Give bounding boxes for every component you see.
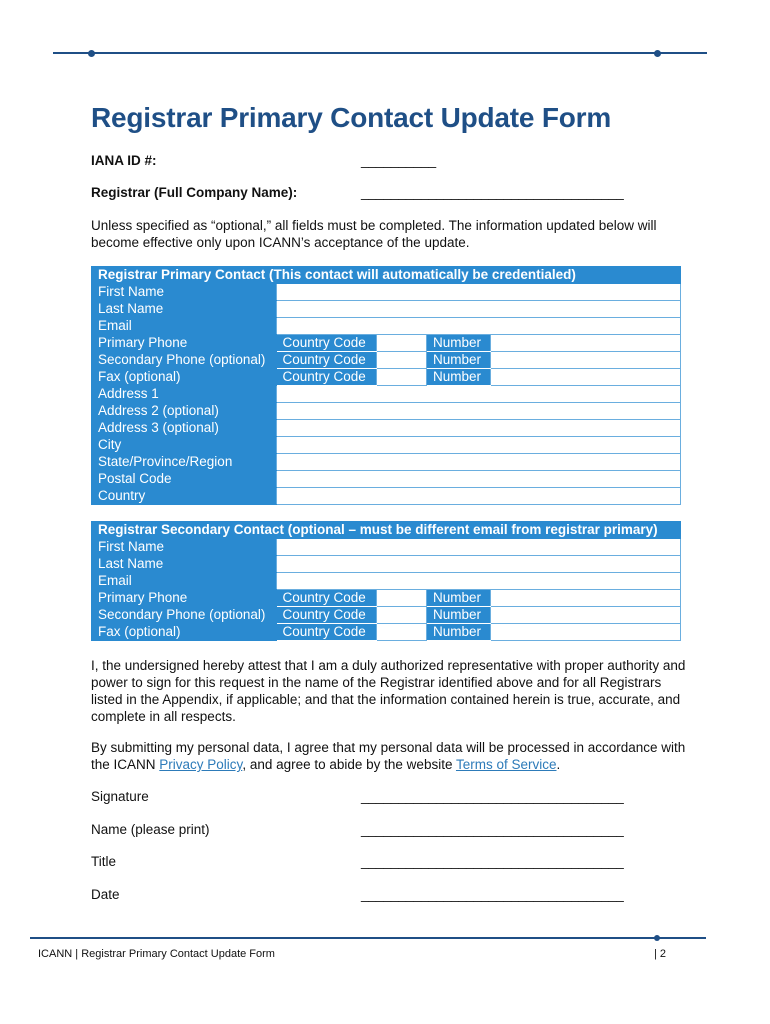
postal-code-input[interactable] bbox=[277, 471, 681, 488]
address2-label: Address 2 (optional) bbox=[92, 403, 277, 420]
country-label: Country bbox=[92, 488, 277, 505]
secondary-email-label: Email bbox=[92, 573, 277, 590]
country-input[interactable] bbox=[277, 488, 681, 505]
attestation-paragraph: I, the undersigned hereby attest that I am a duly authorized representative with proper authority and power to sign for this request in the name of the Registrar identified above and for all Registrars listed in the Appendix, if applicable; and that the information contained herein is true, accurate, and complete in all respects. bbox=[91, 658, 686, 724]
country-code-label: Country Code bbox=[277, 590, 377, 607]
primary-contact-header: Registrar Primary Contact (This contact will automatically be credentialed) bbox=[92, 267, 681, 284]
signature-field[interactable]: ___________________________________ bbox=[361, 789, 624, 804]
number-label: Number bbox=[427, 369, 491, 386]
address1-input[interactable] bbox=[277, 386, 681, 403]
print-name-label: Name (please print) bbox=[91, 822, 210, 837]
company-name-field[interactable]: ___________________________________ bbox=[361, 185, 624, 200]
footer-document-title: ICANN | Registrar Primary Contact Update Form bbox=[38, 948, 275, 960]
city-label: City bbox=[92, 437, 277, 454]
secondary-email-input[interactable] bbox=[277, 573, 681, 590]
country-code-label: Country Code bbox=[277, 624, 377, 641]
page-title: Registrar Primary Contact Update Form bbox=[91, 102, 612, 133]
footer-rule bbox=[30, 937, 706, 939]
primary-phone-country-code-input[interactable] bbox=[377, 335, 427, 352]
number-label: Number bbox=[427, 607, 491, 624]
secondary-secondary-phone-number-input[interactable] bbox=[491, 607, 681, 624]
state-label: State/Province/Region bbox=[92, 454, 277, 471]
top-rule bbox=[53, 52, 707, 54]
top-rule-dot-left bbox=[88, 50, 95, 57]
primary-first-name-label: First Name bbox=[92, 284, 277, 301]
address3-label: Address 3 (optional) bbox=[92, 420, 277, 437]
secondary-phone-label: Secondary Phone (optional) bbox=[92, 352, 277, 369]
primary-email-label: Email bbox=[92, 318, 277, 335]
iana-id-label: IANA ID #: bbox=[91, 153, 157, 168]
number-label: Number bbox=[427, 352, 491, 369]
secondary-fax-label: Fax (optional) bbox=[92, 624, 277, 641]
secondary-primary-phone-number-input[interactable] bbox=[491, 590, 681, 607]
country-code-label: Country Code bbox=[277, 335, 377, 352]
country-code-label: Country Code bbox=[277, 369, 377, 386]
iana-id-field[interactable]: __________ bbox=[361, 153, 437, 168]
secondary-contact-table bbox=[91, 521, 681, 641]
postal-code-label: Postal Code bbox=[92, 471, 277, 488]
secondary-first-name-input[interactable] bbox=[277, 539, 681, 556]
fax-label: Fax (optional) bbox=[92, 369, 277, 386]
number-label: Number bbox=[427, 335, 491, 352]
secondary-fax-number-input[interactable] bbox=[491, 624, 681, 641]
primary-last-name-label: Last Name bbox=[92, 301, 277, 318]
top-rule-dot-right bbox=[654, 50, 661, 57]
secondary-phone-number-input[interactable] bbox=[491, 352, 681, 369]
number-label: Number bbox=[427, 590, 491, 607]
title-field[interactable]: ___________________________________ bbox=[361, 854, 624, 869]
date-label: Date bbox=[91, 887, 120, 902]
date-field[interactable]: ___________________________________ bbox=[361, 887, 624, 902]
primary-last-name-input[interactable] bbox=[277, 301, 681, 318]
secondary-primary-phone-label: Primary Phone bbox=[92, 590, 277, 607]
primary-contact-table bbox=[91, 266, 681, 505]
consent-text-1: By submitting my personal data, I agree that my personal data will be processed in accordance with the ICANN bbox=[91, 740, 686, 772]
secondary-last-name-input[interactable] bbox=[277, 556, 681, 573]
secondary-first-name-label: First Name bbox=[92, 539, 277, 556]
company-name-label: Registrar (Full Company Name): bbox=[91, 185, 298, 200]
number-label: Number bbox=[427, 624, 491, 641]
state-input[interactable] bbox=[277, 454, 681, 471]
country-code-label: Country Code bbox=[277, 352, 377, 369]
footer-page-number: | 2 bbox=[654, 948, 667, 960]
terms-of-service-link[interactable]: Terms of Service bbox=[455, 757, 557, 772]
secondary-primary-phone-cc-input[interactable] bbox=[377, 590, 427, 607]
address1-label: Address 1 bbox=[92, 386, 277, 403]
secondary-secondary-phone-cc-input[interactable] bbox=[377, 607, 427, 624]
address3-input[interactable] bbox=[277, 420, 681, 437]
fax-number-input[interactable] bbox=[491, 369, 681, 386]
privacy-policy-link[interactable]: Privacy Policy bbox=[159, 757, 243, 772]
consent-paragraph bbox=[91, 739, 691, 773]
consent-text-2: , and agree to abide by the website bbox=[242, 757, 456, 772]
secondary-secondary-phone-label: Secondary Phone (optional) bbox=[92, 607, 277, 624]
secondary-fax-cc-input[interactable] bbox=[377, 624, 427, 641]
secondary-last-name-label: Last Name bbox=[92, 556, 277, 573]
primary-first-name-input[interactable] bbox=[277, 284, 681, 301]
title-label: Title bbox=[91, 854, 117, 869]
country-code-label: Country Code bbox=[277, 607, 377, 624]
consent-text-3: . bbox=[556, 757, 561, 772]
footer-rule-dot bbox=[654, 935, 660, 941]
fax-country-code-input[interactable] bbox=[377, 369, 427, 386]
primary-phone-number-input[interactable] bbox=[491, 335, 681, 352]
city-input[interactable] bbox=[277, 437, 681, 454]
primary-phone-label: Primary Phone bbox=[92, 335, 277, 352]
print-name-field[interactable]: ___________________________________ bbox=[361, 822, 624, 837]
secondary-phone-country-code-input[interactable] bbox=[377, 352, 427, 369]
secondary-contact-header: Registrar Secondary Contact (optional – must be different email from registrar primary) bbox=[92, 522, 681, 539]
address2-input[interactable] bbox=[277, 403, 681, 420]
intro-paragraph: Unless specified as “optional,” all fields must be completed. The information updated below will become effective only upon ICANN’s acceptance of the update. bbox=[91, 218, 657, 250]
primary-email-input[interactable] bbox=[277, 318, 681, 335]
signature-label: Signature bbox=[91, 789, 149, 804]
